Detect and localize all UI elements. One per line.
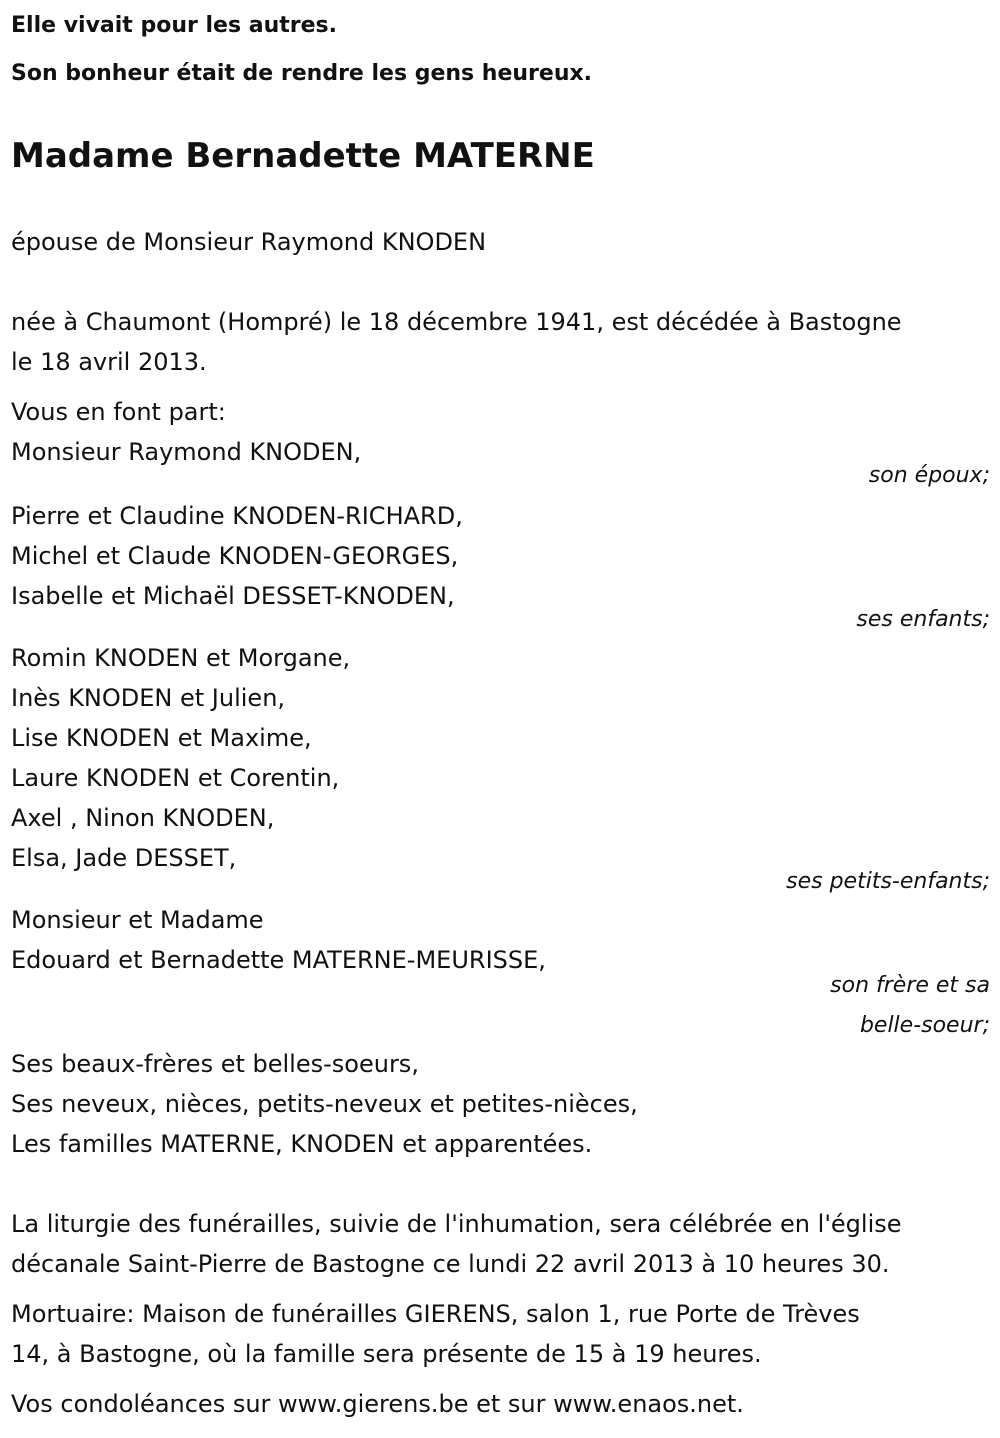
- mortuary-line-1: Mortuaire: Maison de funérailles GIERENS, salon 1, rue Porte de Trèves: [11, 1300, 860, 1328]
- spouse-line: épouse de Monsieur Raymond KNODEN: [11, 228, 487, 256]
- family-name: Laure KNODEN et Corentin,: [11, 764, 340, 792]
- family-group-grandchildren: [11, 638, 990, 902]
- extended-family-line: Les familles MATERNE, KNODEN et apparentées.: [11, 1130, 593, 1158]
- family-role: ses petits-enfants;: [786, 869, 990, 894]
- quote-block: [11, 14, 592, 86]
- family-name: Isabelle et Michaël DESSET-KNODEN,: [11, 582, 455, 610]
- family-role: ses enfants;: [856, 607, 990, 632]
- family-group-siblings: [11, 900, 990, 1046]
- condolences-line: Vos condoléances sur www.gierens.be et sur www.enaos.net.: [11, 1390, 744, 1418]
- extended-family-line: Ses beaux-frères et belles-soeurs,: [11, 1050, 419, 1078]
- family-name: Monsieur et Madame: [11, 906, 264, 934]
- family-name: Edouard et Bernadette MATERNE-MEURISSE,: [11, 946, 546, 974]
- mortuary-line-2: 14, à Bastogne, où la famille sera présente de 15 à 19 heures.: [11, 1340, 762, 1368]
- quote-line-2: Son bonheur était de rendre les gens heureux.: [11, 61, 593, 86]
- family-name: Michel et Claude KNODEN-GEORGES,: [11, 542, 459, 570]
- birth-death-block: [11, 302, 902, 382]
- family-name: Axel , Ninon KNODEN,: [11, 804, 275, 832]
- quote-line-1: Elle vivait pour les autres.: [11, 13, 337, 38]
- funeral-liturgy: [11, 1204, 902, 1284]
- announcement-intro: Vous en font part:: [11, 398, 226, 426]
- family-group-children: [11, 496, 990, 640]
- family-role: son frère et sa: [830, 973, 990, 998]
- family-role: belle-soeur;: [859, 1013, 990, 1038]
- family-role: son époux;: [868, 463, 990, 488]
- funeral-mortuary: [11, 1294, 860, 1374]
- family-group-spouse: [11, 432, 990, 496]
- deceased-name: Madame Bernadette MATERNE: [11, 136, 595, 176]
- family-name: Lise KNODEN et Maxime,: [11, 724, 312, 752]
- family-name: Elsa, Jade DESSET,: [11, 844, 237, 872]
- family-name: Pierre et Claudine KNODEN-RICHARD,: [11, 502, 463, 530]
- liturgy-line-1: La liturgie des funérailles, suivie de l'inhumation, sera célébrée en l'église: [11, 1210, 902, 1238]
- birth-death-line-2: le 18 avril 2013.: [11, 348, 207, 376]
- family-name: Monsieur Raymond KNODEN,: [11, 438, 362, 466]
- extended-family-line: Ses neveux, nièces, petits-neveux et petites-nièces,: [11, 1090, 638, 1118]
- family-name: Romin KNODEN et Morgane,: [11, 644, 351, 672]
- liturgy-line-2: décanale Saint-Pierre de Bastogne ce lundi 22 avril 2013 à 10 heures 30.: [11, 1250, 890, 1278]
- birth-death-line-1: née à Chaumont (Hompré) le 18 décembre 1941, est décédée à Bastogne: [11, 308, 902, 336]
- extended-family: [11, 1044, 638, 1164]
- family-name: Inès KNODEN et Julien,: [11, 684, 286, 712]
